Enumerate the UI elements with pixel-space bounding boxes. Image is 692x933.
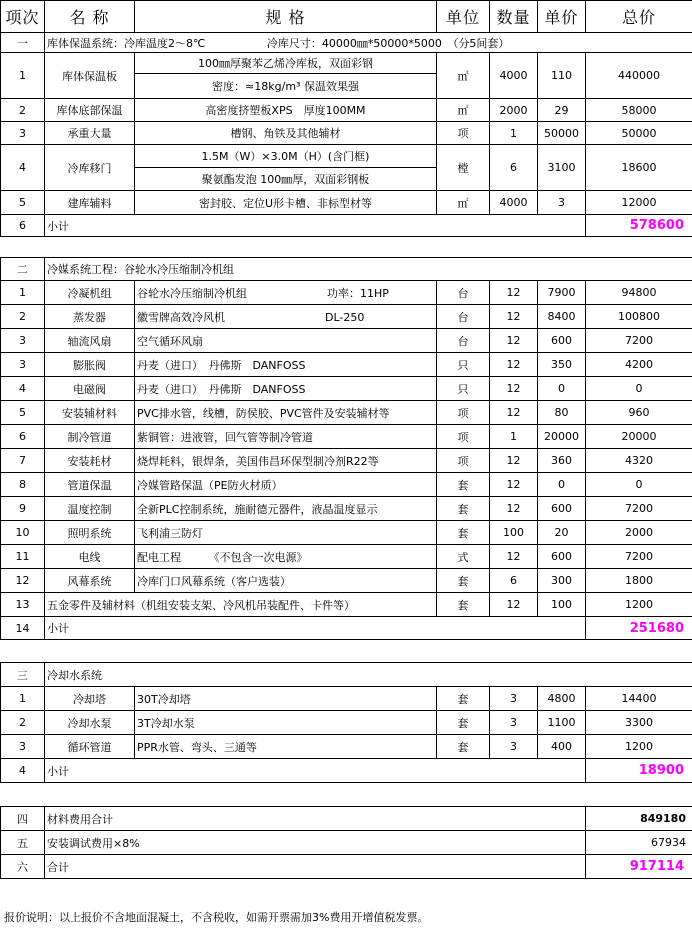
row-name: 管道保温 — [45, 473, 135, 497]
row-no: 14 — [1, 617, 45, 640]
row-no: 3 — [1, 122, 45, 145]
row-total: 18600 — [586, 145, 692, 191]
row-price: 80 — [538, 401, 586, 425]
row-qty: 12 — [490, 497, 538, 521]
row-unit: 套 — [437, 497, 490, 521]
summary-row — [1, 807, 692, 831]
row-total: 20000 — [586, 425, 692, 449]
row-price: 110 — [538, 53, 586, 99]
row-price: 8400 — [538, 305, 586, 329]
summary-label: 材料费用合计 — [45, 807, 586, 831]
row-spec: 冷媒管路保温（PE防火材质） — [135, 473, 437, 497]
row-qty: 3 — [490, 711, 538, 735]
row-spec: 徽雪牌高效冷风机 DL-250 — [135, 305, 437, 329]
subtotal-label: 小计 — [45, 215, 586, 237]
row-name: 轴流风扇 — [45, 329, 135, 353]
row-total: 1200 — [586, 735, 692, 759]
row-no: 12 — [1, 569, 45, 593]
row-unit: 套 — [437, 473, 490, 497]
row-spec: 空气循环风扇 — [135, 329, 437, 353]
header-row — [1, 1, 692, 33]
row-spec: 高密度挤塑板XPS 厚度100MM — [135, 99, 437, 122]
subtotal-value: 251680 — [586, 617, 692, 640]
summary-label: 安装调试费用×8% — [45, 831, 586, 855]
row-unit: 套 — [437, 711, 490, 735]
table-row — [1, 305, 692, 329]
row-total: 4320 — [586, 449, 692, 473]
row-name: 冷库移门 — [45, 145, 135, 191]
row-price: 50000 — [538, 122, 586, 145]
row-qty: 12 — [490, 593, 538, 617]
row-unit: 项 — [437, 449, 490, 473]
table-row — [1, 281, 692, 305]
table-row — [1, 377, 692, 401]
row-spec: 烧焊耗料，银焊条，美国伟昌环保型制冷剂R22等 — [135, 449, 437, 473]
row-price: 600 — [538, 329, 586, 353]
row-total: 7200 — [586, 545, 692, 569]
row-no: 13 — [1, 593, 45, 617]
row-unit: 台 — [437, 305, 490, 329]
row-spec: 3T冷却水泵 — [135, 711, 437, 735]
row-no: 4 — [1, 377, 45, 401]
row-spec: 五金零件及辅材料（机组安装支架、冷风机吊装配件、卡件等） — [45, 593, 437, 617]
row-qty: 100 — [490, 521, 538, 545]
section-title: 冷媒系统工程：谷轮水冷压缩制冷机组 — [45, 258, 692, 281]
header-price: 单价 — [538, 1, 586, 33]
header-unit: 单位 — [437, 1, 490, 33]
row-name: 安装耗材 — [45, 449, 135, 473]
row-name: 循环管道 — [45, 735, 135, 759]
row-spec: 配电工程 《不包含一次电源》 — [135, 545, 437, 569]
row-no: 3 — [1, 353, 45, 377]
spacer-row — [1, 783, 692, 807]
summary-no: 五 — [1, 831, 45, 855]
row-name: 承重大量 — [45, 122, 135, 145]
row-name: 制冷管道 — [45, 425, 135, 449]
row-name: 冷却塔 — [45, 687, 135, 711]
row-qty: 4000 — [490, 191, 538, 215]
summary-no: 六 — [1, 855, 45, 879]
row-qty: 12 — [490, 449, 538, 473]
row-no: 7 — [1, 449, 45, 473]
row-qty: 12 — [490, 377, 538, 401]
row-qty: 2000 — [490, 99, 538, 122]
table-row — [1, 687, 692, 711]
row-unit: ㎡ — [437, 99, 490, 122]
row-spec: 槽钢、角铁及其他辅材 — [135, 122, 437, 145]
row-no: 9 — [1, 497, 45, 521]
row-price: 350 — [538, 353, 586, 377]
row-no: 1 — [1, 53, 45, 99]
summary-label: 合计 — [45, 855, 586, 879]
row-qty: 4000 — [490, 53, 538, 99]
row-name: 冷凝机组 — [45, 281, 135, 305]
table-row — [1, 473, 692, 497]
row-total: 2000 — [586, 521, 692, 545]
row-total: 1200 — [586, 593, 692, 617]
row-qty: 1 — [490, 122, 538, 145]
table-row — [1, 593, 692, 617]
summary-value: 849180 — [586, 807, 692, 831]
row-no: 6 — [1, 425, 45, 449]
grand-total-value: 917114 — [586, 855, 692, 879]
section-header — [1, 258, 692, 281]
row-unit: 项 — [437, 122, 490, 145]
table-row — [1, 53, 692, 74]
row-unit: 套 — [437, 569, 490, 593]
section-no: 二 — [1, 258, 45, 281]
row-name: 电磁阀 — [45, 377, 135, 401]
row-spec: 丹麦（进口） 丹佛斯 DANFOSS — [135, 353, 437, 377]
section-header — [1, 33, 692, 53]
row-total: 0 — [586, 473, 692, 497]
row-total: 4200 — [586, 353, 692, 377]
row-spec: 丹麦（进口） 丹佛斯 DANFOSS — [135, 377, 437, 401]
table-row — [1, 122, 692, 145]
table-row — [1, 401, 692, 425]
row-total: 58000 — [586, 99, 692, 122]
row-spec: PPR水管、弯头、三通等 — [135, 735, 437, 759]
row-no: 2 — [1, 99, 45, 122]
row-qty: 12 — [490, 473, 538, 497]
row-unit: 只 — [437, 377, 490, 401]
table-row — [1, 545, 692, 569]
row-no: 6 — [1, 215, 45, 237]
table-row — [1, 497, 692, 521]
row-qty: 12 — [490, 545, 538, 569]
row-price: 600 — [538, 545, 586, 569]
row-price: 300 — [538, 569, 586, 593]
table-row — [1, 145, 692, 168]
row-no: 4 — [1, 759, 45, 783]
row-total: 7200 — [586, 497, 692, 521]
row-price: 3100 — [538, 145, 586, 191]
table-row — [1, 449, 692, 473]
row-spec: 紫铜管：进液管，回气管等制冷管道 — [135, 425, 437, 449]
row-total: 12000 — [586, 191, 692, 215]
row-spec: 1.5M（W）×3.0M（H）(含门框) — [135, 145, 437, 168]
row-unit: 项 — [437, 425, 490, 449]
subtotal-row — [1, 617, 692, 640]
table-row — [1, 569, 692, 593]
row-no: 5 — [1, 401, 45, 425]
subtotal-row — [1, 759, 692, 783]
row-unit: 套 — [437, 687, 490, 711]
row-total: 7200 — [586, 329, 692, 353]
row-total: 3300 — [586, 711, 692, 735]
table-row — [1, 425, 692, 449]
summary-no: 四 — [1, 807, 45, 831]
row-price: 1100 — [538, 711, 586, 735]
row-price: 600 — [538, 497, 586, 521]
table-row — [1, 521, 692, 545]
row-unit: 套 — [437, 593, 490, 617]
row-name: 建库辅料 — [45, 191, 135, 215]
row-name: 冷却水泵 — [45, 711, 135, 735]
row-spec: 冷库门口风幕系统（客户选装） — [135, 569, 437, 593]
section-title-text: 库体保温系统：冷库温度2～8℃ — [47, 36, 206, 50]
row-unit: 樘 — [437, 145, 490, 191]
row-no: 3 — [1, 735, 45, 759]
row-unit: ㎡ — [437, 191, 490, 215]
row-no: 11 — [1, 545, 45, 569]
row-total: 1800 — [586, 569, 692, 593]
row-unit: 套 — [437, 521, 490, 545]
row-qty: 12 — [490, 353, 538, 377]
row-no: 1 — [1, 281, 45, 305]
table-row — [1, 99, 692, 122]
row-total: 94800 — [586, 281, 692, 305]
row-qty: 12 — [490, 329, 538, 353]
row-qty: 6 — [490, 145, 538, 191]
row-unit: ㎡ — [437, 53, 490, 99]
quote-note: 报价说明：以上报价不含地面混凝土，不含税收，如需开票需加3%费用开增值税发票。 — [4, 911, 429, 924]
row-qty: 6 — [490, 569, 538, 593]
row-no: 1 — [1, 687, 45, 711]
header-name: 名 称 — [45, 1, 135, 33]
row-spec: 飞利浦三防灯 — [135, 521, 437, 545]
subtotal-value: 578600 — [586, 215, 692, 237]
row-spec: 密度：≈18kg/m³ 保温效果强 — [135, 74, 437, 99]
spacer-row — [1, 640, 692, 663]
row-name: 电线 — [45, 545, 135, 569]
row-unit: 套 — [437, 735, 490, 759]
row-name: 安装辅材料 — [45, 401, 135, 425]
header-total: 总价 — [586, 1, 692, 33]
row-name: 风幕系统 — [45, 569, 135, 593]
row-total: 440000 — [586, 53, 692, 99]
table-row — [1, 711, 692, 735]
summary-row — [1, 831, 692, 855]
row-total: 50000 — [586, 122, 692, 145]
row-no: 10 — [1, 521, 45, 545]
row-total: 100800 — [586, 305, 692, 329]
row-name: 温度控制 — [45, 497, 135, 521]
spacer-row — [1, 237, 692, 258]
summary-value: 67934 — [586, 831, 692, 855]
section-title: 冷却水系统 — [45, 663, 692, 687]
row-unit: 台 — [437, 281, 490, 305]
table-row — [1, 191, 692, 215]
row-total: 0 — [586, 377, 692, 401]
row-no: 5 — [1, 191, 45, 215]
row-name: 库体保温板 — [45, 53, 135, 99]
row-no: 3 — [1, 329, 45, 353]
row-no: 2 — [1, 305, 45, 329]
row-qty: 3 — [490, 735, 538, 759]
row-unit: 只 — [437, 353, 490, 377]
header-spec: 规 格 — [135, 1, 437, 33]
row-qty: 12 — [490, 305, 538, 329]
table-row — [1, 353, 692, 377]
row-unit: 台 — [437, 329, 490, 353]
row-qty: 1 — [490, 425, 538, 449]
row-price: 20000 — [538, 425, 586, 449]
row-price: 29 — [538, 99, 586, 122]
row-no: 2 — [1, 711, 45, 735]
header-qty: 数量 — [490, 1, 538, 33]
row-price: 4800 — [538, 687, 586, 711]
section-size-text: 冷库尺寸：40000㎜*50000*5000 （分5间套） — [266, 36, 510, 50]
row-qty: 12 — [490, 281, 538, 305]
header-no: 项次 — [1, 1, 45, 33]
row-price: 400 — [538, 735, 586, 759]
row-spec: 全新PLC控制系统，施耐德元器件，液晶温度显示 — [135, 497, 437, 521]
row-price: 360 — [538, 449, 586, 473]
subtotal-row — [1, 215, 692, 237]
row-no: 8 — [1, 473, 45, 497]
summary-row — [1, 855, 692, 879]
subtotal-label: 小计 — [45, 759, 586, 783]
section-no: 三 — [1, 663, 45, 687]
subtotal-value: 18900 — [586, 759, 692, 783]
row-price: 0 — [538, 473, 586, 497]
row-name: 库体底部保温 — [45, 99, 135, 122]
row-price: 20 — [538, 521, 586, 545]
row-name: 蒸发器 — [45, 305, 135, 329]
row-price: 100 — [538, 593, 586, 617]
section-header — [1, 663, 692, 687]
row-name: 照明系统 — [45, 521, 135, 545]
section-title — [45, 33, 692, 53]
row-unit: 项 — [437, 401, 490, 425]
row-spec: 聚氨酯发泡 100㎜厚，双面彩钢板 — [135, 168, 437, 191]
subtotal-label: 小计 — [45, 617, 586, 640]
row-price: 0 — [538, 377, 586, 401]
table-row — [1, 329, 692, 353]
row-total: 960 — [586, 401, 692, 425]
row-price: 7900 — [538, 281, 586, 305]
row-no: 4 — [1, 145, 45, 191]
row-name: 膨胀阀 — [45, 353, 135, 377]
row-spec: 30T冷却塔 — [135, 687, 437, 711]
section-no: 一 — [1, 33, 45, 53]
row-total: 14400 — [586, 687, 692, 711]
row-qty: 3 — [490, 687, 538, 711]
row-spec: 密封胶、定位U形卡槽、非标型材等 — [135, 191, 437, 215]
table-row — [1, 735, 692, 759]
row-unit: 式 — [437, 545, 490, 569]
row-price: 3 — [538, 191, 586, 215]
row-spec: PVC排水管，线槽，防侯胶、PVC管件及安装辅材等 — [135, 401, 437, 425]
row-qty: 12 — [490, 401, 538, 425]
row-spec: 谷轮水冷压缩制冷机组 功率：11HP — [135, 281, 437, 305]
row-spec: 100㎜厚聚苯乙烯冷库板，双面彩钢 — [135, 53, 437, 74]
